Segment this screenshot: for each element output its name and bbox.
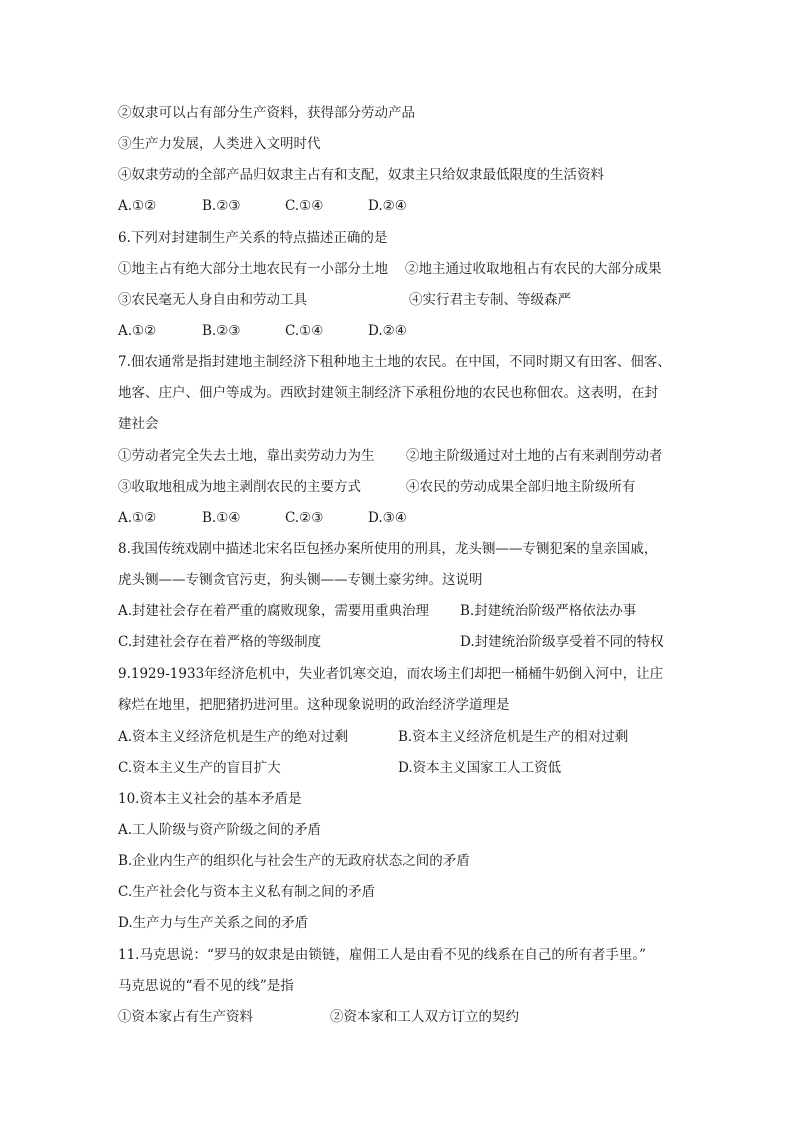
q11-stem-line-2: 马克思说的“看不见的线”是指 xyxy=(118,978,294,994)
q5-option-4: ④奴隶劳动的全部产品归奴隶主占有和支配，奴隶主只给奴隶最低限度的生活资料 xyxy=(118,167,604,183)
q8-option-b: B.封建统治阶级严格依法办事 xyxy=(460,603,637,619)
q9-stem-line-2: 稼烂在地里，把肥猪扔进河里。这种现象说明的政治经济学道理是 xyxy=(118,697,510,713)
q6-answer-c: C.①④ xyxy=(285,323,324,339)
q7-option-1: ①劳动者完全失去土地，靠出卖劳动力为生 xyxy=(118,448,375,464)
q11-option-1: ①资本家占有生产资料 xyxy=(118,1009,253,1025)
q8-stem-line-1: 8.我国传统戏剧中描述北宋名臣包拯办案所使用的刑具，龙头铡——专铡犯案的皇亲国戚， xyxy=(118,541,658,557)
q7-answer-d: D.③④ xyxy=(368,510,407,526)
q9-option-a: A.资本主义经济危机是生产的绝对过剩 xyxy=(118,729,349,745)
q9-option-b: B.资本主义经济危机是生产的相对过剩 xyxy=(398,729,629,745)
q6-stem: 6.下列对封建制生产关系的特点描述正确的是 xyxy=(118,230,388,246)
q6-answer-a: A.①② xyxy=(118,323,157,339)
q5-answer-a: A.①② xyxy=(118,198,157,214)
q8-option-a: A.封建社会存在着严重的腐败现象，需要用重典治理 xyxy=(118,603,430,619)
q5-option-2: ②奴隶可以占有部分生产资料，获得部分劳动产品 xyxy=(118,105,415,121)
q7-option-2: ②地主阶级通过对土地的占有来剥削劳动者 xyxy=(406,448,663,464)
q7-answer-a: A.①② xyxy=(118,510,157,526)
q7-answer-b: B.①④ xyxy=(202,510,241,526)
q7-stem-line-2: 地客、庄户、佃户等成为。西欧封建领主制经济下承租份地的农民也称佃农。这表明，在封 xyxy=(118,385,658,401)
q5-answer-b: B.②③ xyxy=(202,198,241,214)
q11-option-2: ②资本家和工人双方订立的契约 xyxy=(330,1009,519,1025)
q10-option-c: C.生产社会化与资本主义私有制之间的矛盾 xyxy=(118,884,376,900)
q7-answer-c: C.②③ xyxy=(285,510,324,526)
q10-option-d: D.生产力与生产关系之间的矛盾 xyxy=(118,915,309,931)
q7-option-3: ③收取地租成为地主剥削农民的主要方式 xyxy=(118,479,361,495)
q6-option-4: ④实行君主专制、等级森严 xyxy=(409,292,571,308)
q5-option-3: ③生产力发展，人类进入文明时代 xyxy=(118,136,321,152)
q8-option-d: D.封建统治阶级享受着不同的特权 xyxy=(460,634,664,650)
q10-stem: 10.资本主义社会的基本矛盾是 xyxy=(118,791,302,807)
q6-option-3: ③农民毫无人身自由和劳动工具 xyxy=(118,292,307,308)
q7-stem-line-3: 建社会 xyxy=(118,416,159,432)
q8-stem-line-2: 虎头铡——专铡贪官污吏，狗头铡——专铡土豪劣绅。这说明 xyxy=(118,572,483,588)
q10-option-b: B.企业内生产的组织化与社会生产的无政府状态之间的矛盾 xyxy=(118,853,470,869)
q7-option-4: ④农民的劳动成果全部归地主阶级所有 xyxy=(406,479,636,495)
q9-option-c: C.资本主义生产的盲目扩大 xyxy=(118,760,281,776)
q9-option-d: D.资本主义国家工人工资低 xyxy=(398,760,562,776)
q9-stem-line-1: 9.1929-1933年经济危机中，失业者饥寒交迫，而农场主们却把一桶桶牛奶倒入河中，让庄 xyxy=(118,666,664,682)
q7-stem-line-1: 7.佃农通常是指封建地主制经济下租种地主土地的农民。在中国，不同时期又有田客、佃客、 xyxy=(118,354,671,370)
q11-stem-line-1: 11.马克思说：“罗马的奴隶是由锁链，雇佣工人是由看不见的线系在自己的所有者手里。” xyxy=(118,947,647,963)
q5-answer-c: C.①④ xyxy=(285,198,324,214)
q8-option-c: C.封建社会存在着严格的等级制度 xyxy=(118,634,322,650)
q10-option-a: A.工人阶级与资产阶级之间的矛盾 xyxy=(118,822,322,838)
q5-answer-d: D.②④ xyxy=(368,198,407,214)
q6-answer-d: D.②④ xyxy=(368,323,407,339)
q6-option-2: ②地主通过收取地租占有农民的大部分成果 xyxy=(405,261,662,277)
q6-option-1: ①地主占有绝大部分土地农民有一小部分土地 xyxy=(118,261,388,277)
q6-answer-b: B.②③ xyxy=(202,323,241,339)
